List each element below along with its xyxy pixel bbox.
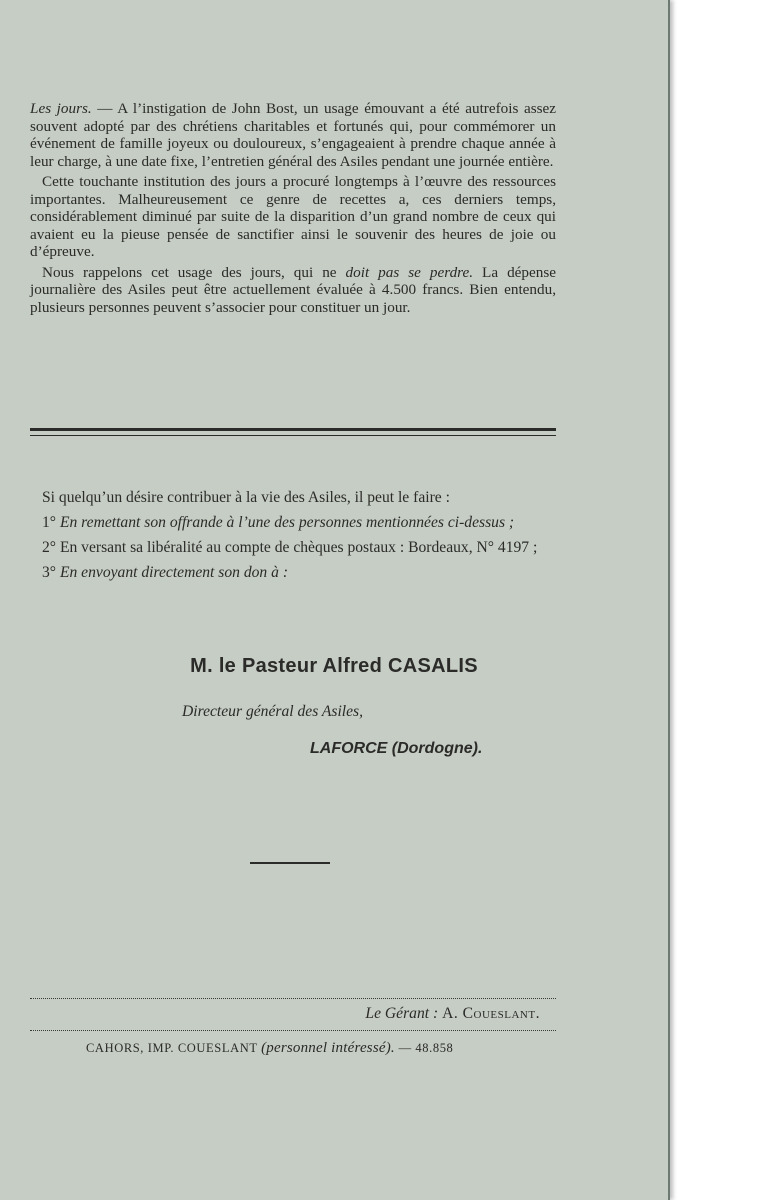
short-divider: [250, 862, 330, 864]
contribution-intro: Si quelqu’un désire contribuer à la vie des Asiles, il peut le faire :: [42, 489, 450, 506]
paragraph-institution: Cette touchante institution des jours a procuré longtemps à l’œuvre des ressources importantes. Malheureusement ce genre de recettes a, ces derniers temps, considérablement diminué par suite de la disparition d’un grand nombre de ceux qui avaient eu la pieuse pensée de sanctifier ainsi le souvenir des heures de joie ou d’épreuve.: [30, 173, 556, 260]
double-divider: [30, 428, 556, 436]
pastor-name: M. le Pasteur Alfred CASALIS: [190, 655, 478, 677]
imprint-printer: CAHORS, IMP. COUESLANT: [86, 1041, 262, 1055]
contribution-section: [30, 488, 556, 588]
contribution-item-3: [30, 563, 556, 582]
item-text: En versant sa libéralité au compte de chèques postaux : Bordeaux, N° 4197 ;: [59, 539, 538, 556]
item-text: En envoyant directement son don à :: [59, 564, 289, 581]
item-text: En remettant son offrande à l’une des personnes mentionnées ci-dessus ;: [59, 514, 515, 531]
address-place: LAFORCE (Dordogne).: [310, 740, 483, 757]
contribution-item-1: [30, 513, 556, 532]
imprint-note: (personnel intéressé).: [261, 1040, 395, 1056]
dotted-divider-top: [30, 998, 556, 999]
item-number: 2°: [42, 539, 57, 556]
paragraph-text: Nous rappelons cet usage des jours, qui ne: [42, 263, 346, 281]
gerant-name: A. Coueslant.: [442, 1005, 540, 1022]
item-number: 3°: [42, 564, 57, 581]
gerant-label: Le Gérant :: [365, 1005, 439, 1022]
contribution-item-2: [30, 538, 556, 557]
printer-imprint: [86, 1040, 453, 1057]
article-section: [30, 100, 556, 319]
director-title: Directeur général des Asiles,: [182, 703, 364, 720]
paragraph-les-jours: [30, 100, 556, 170]
emphasis-text: doit pas se perdre.: [345, 263, 474, 281]
item-number: 1°: [42, 514, 57, 531]
paragraph-text: — A l’instigation de John Bost, un usage émouvant a été autrefois assez souvent adopté par des chrétiens charitables et fortunés qui, pour commémorer un événement de famille joyeux ou douloureux, s’engageaient à prendre chaque année à leur charge, à une date fixe, l’entretien général des Asiles pendant une journée entière.: [30, 100, 556, 170]
paragraph-rappel: [30, 264, 556, 317]
gerant-line: [365, 1005, 540, 1023]
imprint-number: — 48.858: [394, 1041, 454, 1055]
paragraph-text: La dépense journalière des Asiles peut être actuellement évaluée à 4.500 francs. Bien entendu, plusieurs personnes peuvent s’associer pour constituer un jour.: [30, 263, 556, 316]
dotted-divider-bottom: [30, 1030, 556, 1031]
section-lead: Les jours.: [30, 100, 92, 117]
